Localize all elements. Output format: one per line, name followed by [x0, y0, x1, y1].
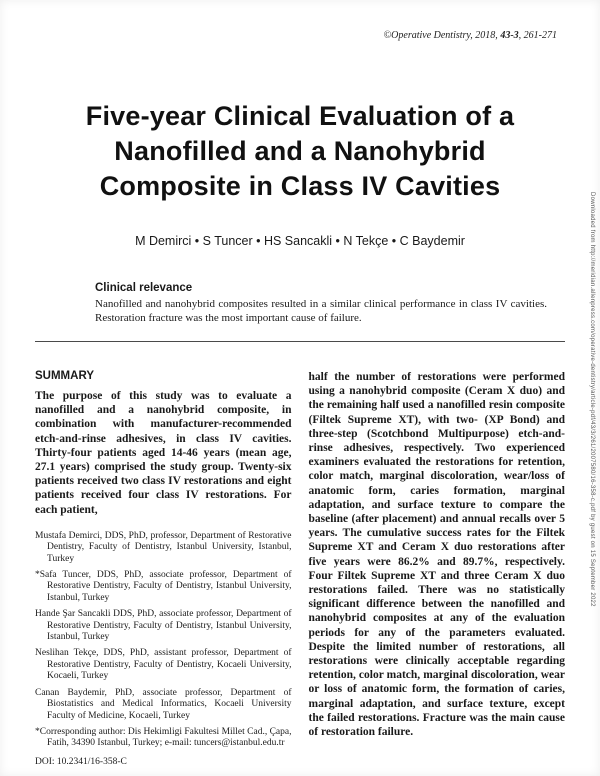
download-watermark: Downloaded from http://meridian.allenpress.com/operative-dentistry/article-pdf/43/3/261/2007580/16-358-c.pdf by guest on 15 September 2022	[589, 192, 595, 607]
left-column	[35, 370, 292, 767]
authors-line: M Demirci • S Tuncer • HS Sancakli • N Tekçe • C Baydemir	[135, 234, 465, 248]
clinical-relevance-text: Nanofilled and nanohybrid composites resulted in a similar clinical performance in class IV cavities. Restoration fracture was the most important cause of failure.	[95, 298, 547, 324]
right-column	[309, 370, 566, 767]
journal-citation-volume: 43-3	[500, 30, 519, 41]
journal-citation-prefix: ©Operative Dentistry, 2018,	[383, 30, 501, 41]
affiliations-block	[35, 531, 292, 750]
clinical-relevance-section	[95, 282, 547, 325]
section-divider	[35, 341, 565, 342]
summary-text-left: The purpose of this study was to evaluate a nanofilled and a nanohybrid composite, in combination with manufacturer-recommended etch-and-rinse adhesives, in class IV cavities. Thirty-four patients aged 14-46 years (mean age, 27.1 years) comprised the study group. Twenty-six patients received two class IV restorations and eight patients received four class IV restorations. For each patient,	[35, 390, 292, 516]
summary-text-right: half the number of restorations were performed using a nanohybrid composite (Ceram X duo) and the remaining half used a nanofilled resin composite (Filtek Supreme XT), with two- (XP Bond) and three-step (Scotchbond Multipurpose) etch-and-rinse adhesives, respectively. Two experienced examiners evaluated the restorations for retention, color match, marginal discoloration, wear/loss of anatomic form, caries formation, marginal adaptation, and surface texture to compare the baseline (after placement) and annual recalls over 5 years. The cumulative success rates for the Filtek Supreme XT and Ceram X duo restorations after five years were 86.2% and 89.7%, respectively. Four Filtek Supreme XT and three Ceram X duo restorations failed. There was no statistically significant difference between the nanofilled and nanohybrid composites at any of the evaluation periods for any of the parameters evaluated. Despite the limited number of restorations, all restorations were clinically acceptable regarding retention, color match, marginal discoloration, wear or loss of anatomic form, the formation of caries, marginal adaptation, and surface texture, except the failed restorations. Fracture was the main cause of restoration failure.	[308, 371, 565, 739]
affiliation-item: *Safa Tuncer, DDS, PhD, associate professor, Department of Restorative Dentistry, Faculty of Dentistry, Istanbul University, Istanbul, Turkey	[35, 570, 292, 603]
summary-heading: SUMMARY	[35, 370, 94, 382]
affiliation-item: Mustafa Demirci, DDS, PhD, professor, Department of Restorative Dentistry, Faculty of Dentistry, Istanbul University, Istanbul, Turkey	[35, 530, 292, 564]
affiliation-item corresponding-author-note: *Corresponding author: Dis Hekimligi Fakultesi Millet Cad., Çapa, Fatih, 34390 Istanbul, Turkey; e-mail: tuncers@istanbul.edu.tr	[35, 726, 292, 749]
affiliation-item: Neslihan Tekçe, DDS, PhD, assistant professor, Department of Restorative Dentistry, Faculty of Dentistry, Kocaeli University, Kocaeli, Turkey	[35, 648, 292, 682]
clinical-relevance-heading: Clinical relevance	[95, 282, 193, 294]
journal-citation	[35, 30, 565, 41]
doi-text: DOI: 10.2341/16-358-C	[35, 756, 127, 767]
article-title: Five-year Clinical Evaluation of a Nanofilled and a Nanohybrid Composite in Class IV Cavities	[85, 101, 515, 201]
affiliation-item: Hande Şar Sancakli DDS, PhD, associate professor, Department of Restorative Dentistry, Faculty of Dentistry, Istanbul University, Istanbul, Turkey	[35, 609, 292, 643]
two-column-body	[35, 370, 565, 767]
journal-citation-suffix: , 261-271	[518, 30, 557, 41]
affiliation-item: Canan Baydemir, PhD, associate professor, Department of Biostatistics and Medical Informatics, Kocaeli University Faculty of Medicine, Kocaeli, Turkey	[35, 687, 292, 721]
